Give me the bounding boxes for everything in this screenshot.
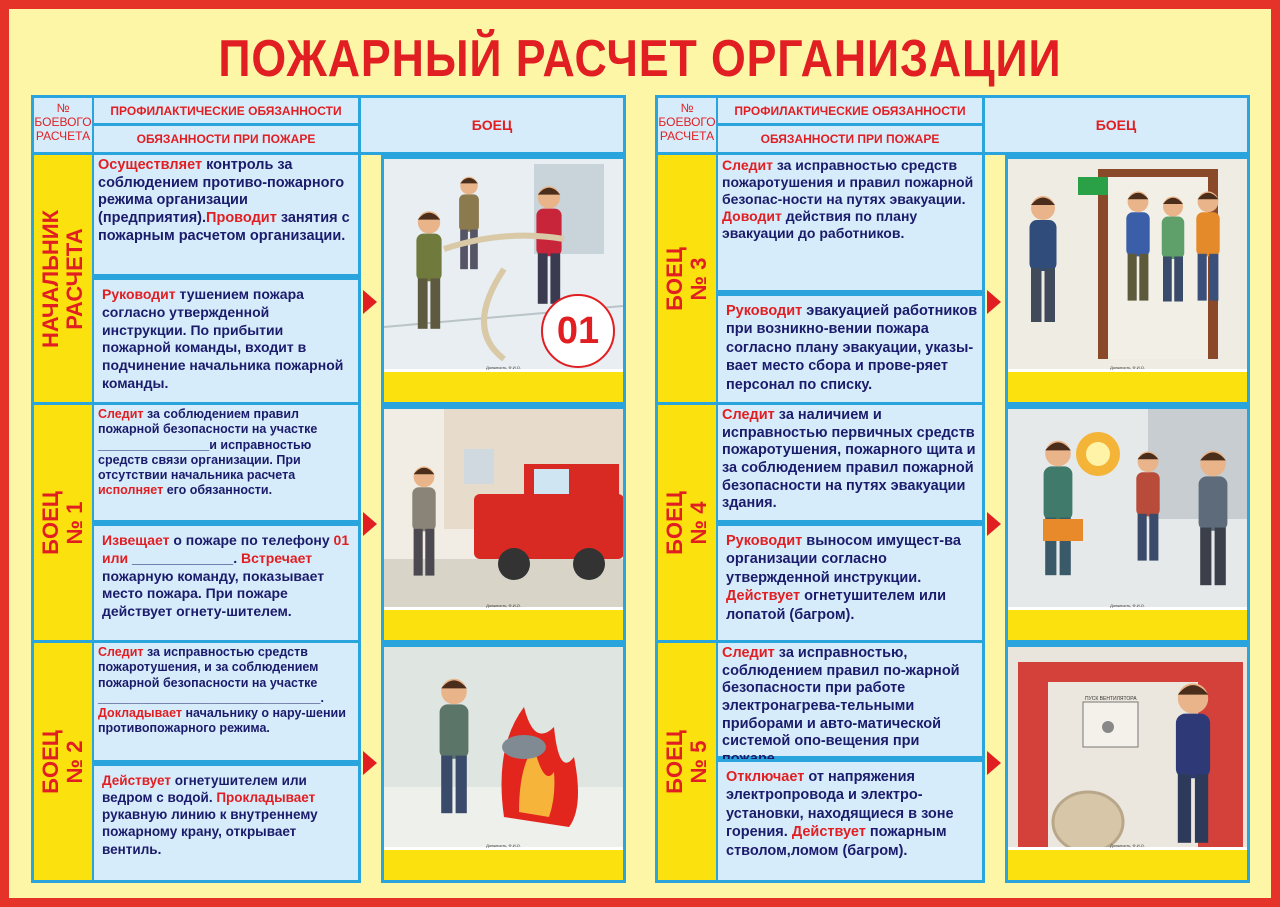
highlight-verb: 01 или	[102, 532, 350, 566]
row-label-text	[39, 209, 87, 347]
duty-text: тушением пожара согласно утвержденной инструкции. По прибытии пожарной команды, входит в подчинение начальника пожарной команды.	[102, 286, 344, 391]
name-position-field	[1008, 850, 1247, 880]
duty-text: _____________.	[128, 549, 241, 566]
duty-text: рукавную линию к внутреннему пожарному крану, открывает вентиль.	[102, 807, 318, 857]
header-number-cell	[31, 95, 95, 155]
duty-text: огнетушителем или ведром с водой.	[102, 773, 307, 806]
red-arrow-icon	[987, 751, 1001, 775]
header-fire-duties: ОБЯЗАННОСТИ ПРИ ПОЖАРЕ	[136, 132, 316, 146]
right-panel	[655, 95, 1250, 883]
row-label-line: БОЕЦ	[662, 490, 687, 555]
highlight-verb: исполняет	[98, 483, 164, 498]
duty-text: выносом имущест-ва организации согласно утвержденной инструкции.	[726, 533, 961, 586]
preventive-duties-text	[98, 157, 355, 245]
row-label-line: № 2	[62, 740, 87, 783]
vent-panel-label: ПУСК ВЕНТИЛЯТОРА	[1085, 696, 1137, 702]
fire-duties-text	[726, 302, 979, 394]
red-arrow-icon	[363, 512, 377, 536]
row-label-line: № 5	[686, 740, 711, 783]
illustration-frame	[1005, 409, 1250, 643]
left-panel	[31, 95, 626, 883]
fire-duties-text	[726, 532, 979, 624]
illustration-frame	[381, 409, 626, 643]
row-label-3	[655, 643, 719, 883]
header-preventive-duties: ПРОФИЛАКТИЧЕСКИЕ ОБЯЗАННОСТИ	[718, 98, 982, 126]
illustration-frame	[1005, 647, 1250, 883]
row-label-text	[39, 730, 87, 794]
duty-text: действия по плану эвакуации до работников.	[722, 208, 918, 242]
highlight-verb: Руководит	[726, 533, 803, 549]
row-label-line: № 1	[62, 501, 87, 544]
row-label-text	[663, 730, 711, 794]
page-title: ПОЖАРНЫЙ РАСЧЕТ ОРГАНИЗАЦИИ	[218, 30, 1062, 88]
row-label-line: № 3	[686, 257, 711, 300]
preventive-duties-cell	[718, 155, 985, 293]
header-duties-cell	[718, 95, 985, 155]
highlight-verb: Прокладывает	[216, 790, 316, 806]
fire-duties-text	[102, 286, 355, 393]
caption-label: Должность, Ф.И.О.	[486, 843, 521, 848]
row-label-2	[31, 405, 95, 643]
header-number-text: №	[56, 101, 70, 115]
row-label-3	[31, 643, 95, 883]
caption-label: Должность, Ф.И.О.	[486, 603, 521, 608]
highlight-verb: Докладывает	[98, 706, 182, 720]
header-fire-duties: ОБЯЗАННОСТИ ПРИ ПОЖАРЕ	[760, 132, 940, 146]
duty-text: за исправностью средств пожаротушения и правил пожарной безопас-ности на путях эвакуации.	[722, 157, 974, 208]
preventive-duties-text	[98, 407, 355, 499]
duty-text: о пожаре по телефону	[169, 532, 334, 548]
red-arrow-icon	[363, 290, 377, 314]
row-label-text	[39, 491, 87, 555]
ventilation-shutdown-illustration	[1008, 647, 1247, 847]
row-label-text	[663, 491, 711, 555]
highlight-verb: Следит	[722, 645, 775, 661]
bucket-extinguishing-illustration	[384, 647, 623, 847]
row-label-line: НАЧАЛЬНИК	[38, 209, 63, 348]
highlight-verb: Следит	[98, 645, 144, 659]
red-arrow-icon	[363, 751, 377, 775]
duty-text: эвакуацией работников при возникно-вении пожара согласно плану эвакуации, указы-вает место сбора и прове-ряет персонал по списку.	[726, 303, 978, 393]
row-label-1	[655, 155, 719, 405]
duty-text: от напряжения электропровода и электро-установки, находящиеся в зоне горения.	[726, 769, 954, 841]
duty-text: за исправностью, соблюдением правил по-жарной безопасности при работе электронагрева-тельными приборами и авто-матической системой опо-вещения при	[722, 645, 960, 750]
fire-duties-text	[102, 532, 355, 621]
highlight-verb: Руководит	[726, 303, 803, 319]
preventive-duties-cell	[94, 405, 361, 523]
row-label-line: БОЕЦ	[662, 729, 687, 794]
caption-label: Должность, Ф.И.О.	[1110, 603, 1145, 608]
preventive-duties-cell	[718, 405, 985, 523]
preventive-duties-cell	[718, 643, 985, 759]
illustration-frame	[381, 647, 626, 883]
red-arrow-icon	[987, 512, 1001, 536]
caption-label: Должность, Ф.И.О.	[1110, 843, 1145, 848]
header-number-text: РАСЧЕТА	[659, 129, 715, 143]
name-position-field	[384, 850, 623, 880]
duty-text: его обязанности.	[163, 483, 273, 498]
header-number-text: БОЕВОГО	[658, 115, 716, 129]
preventive-duties-text	[722, 407, 979, 513]
preventive-duties-cell	[94, 643, 361, 763]
name-position-field	[1008, 372, 1247, 402]
duty-text: за наличием и исправностью первичных средств пожаротушения, пожарного щита и за соблюдением правил пожарной безопасности на путях эвакуации здания.	[722, 407, 976, 512]
highlight-verb: Руководит	[102, 286, 176, 302]
highlight-verb: Действует	[791, 824, 866, 841]
name-position-field	[384, 372, 623, 402]
row-label-line: БОЕЦ	[662, 246, 687, 311]
highlight-verb: Проводит	[206, 210, 277, 227]
highlight-verb: Встречает	[241, 549, 313, 566]
highlight-verb: Доводит	[722, 208, 782, 225]
fire-duties-cell	[718, 293, 985, 405]
highlight-verb: Осуществляет	[98, 157, 203, 173]
duty-text: за исправностью средств пожаротушения, и за соблюдением пожарной безопасности на участке ________________________________.	[98, 645, 324, 705]
header-number-text: БОЕВОГО	[34, 115, 92, 129]
header-duties-cell	[94, 95, 361, 155]
fire-duties-cell	[94, 763, 361, 883]
header-number-text: РАСЧЕТА	[35, 129, 91, 143]
duty-text: контроль за соблюдением противо-пожарного режима организации (предприятия).	[98, 157, 345, 227]
red-arrow-icon	[987, 290, 1001, 314]
highlight-verb: Извещает	[102, 532, 170, 548]
row-label-line: БОЕЦ	[38, 729, 63, 794]
header-number-cell	[655, 95, 719, 155]
property-removal-illustration	[1008, 409, 1247, 607]
header-fighter-cell: БОЕЦ	[361, 95, 626, 155]
row-label-line: БОЕЦ	[38, 490, 63, 555]
emergency-number-badge: 01	[541, 294, 615, 368]
preventive-duties-text	[722, 157, 979, 242]
fire-duties-cell	[94, 277, 361, 405]
highlight-verb: Действует	[102, 773, 171, 788]
header-number-text: №	[680, 101, 694, 115]
illustration-frame	[1005, 159, 1250, 405]
preventive-duties-text	[722, 645, 979, 769]
illustration-frame	[381, 159, 626, 405]
duty-text: занятия с пожарным расчетом организации.	[98, 210, 350, 244]
caption-label: Должность, Ф.И.О.	[1110, 365, 1145, 370]
row-label-1	[31, 155, 95, 405]
preventive-duties-text	[98, 645, 355, 737]
highlight-verb: Следит	[98, 407, 144, 421]
header-fighter-cell: БОЕЦ	[985, 95, 1250, 155]
fire-duties-cell	[718, 759, 985, 883]
duty-text: огнетушителем или лопатой (багром).	[726, 588, 946, 623]
row-label-text	[663, 247, 711, 311]
fire-truck-arrival-illustration	[384, 409, 623, 607]
caption-label: Должность, Ф.И.О.	[486, 365, 521, 370]
fire-duties-cell	[94, 523, 361, 643]
preventive-duties-cell	[94, 155, 361, 277]
fire-duties-text	[726, 768, 979, 860]
header-preventive-duties: ПРОФИЛАКТИЧЕСКИЕ ОБЯЗАННОСТИ	[94, 98, 358, 126]
row-label-line: № 4	[686, 501, 711, 544]
row-label-2	[655, 405, 719, 643]
highlight-verb: Следит	[722, 157, 773, 173]
highlight-verb: Следит	[722, 407, 775, 423]
fire-duties-cell	[718, 523, 985, 643]
duty-text: начальнику о нару-шении противопожарного режима.	[98, 706, 346, 736]
name-position-field	[384, 610, 623, 640]
duty-text: за соблюдением правил пожарной безопасности на участке ________________и исправностью средств связи организации. При отсутствии начальника расчета	[98, 407, 318, 482]
poster	[9, 9, 1271, 898]
name-position-field	[1008, 610, 1247, 640]
duty-text: пожарным стволом,ломом (багром).	[726, 824, 947, 859]
fire-duties-text	[102, 772, 355, 858]
highlight-verb: Отключает	[726, 769, 805, 785]
evacuation-illustration	[1008, 159, 1247, 369]
duty-text: пожарную команду, показывает место пожара. При пожаре действует огнету-шителем.	[102, 567, 325, 620]
highlight-verb: Действует	[726, 588, 801, 605]
row-label-line: РАСЧЕТА	[62, 227, 87, 330]
